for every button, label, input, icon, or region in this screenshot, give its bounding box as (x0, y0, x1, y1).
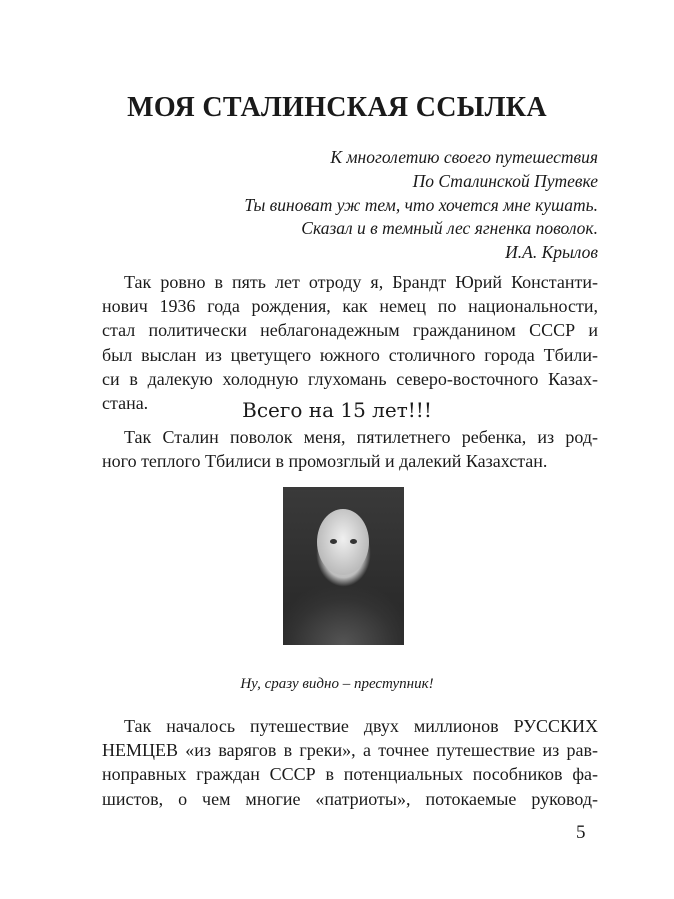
epigraph-line: По Сталинской Путевке (412, 170, 598, 191)
text-line: си в далекую холодную глухомань северо-восточного Казах- (102, 368, 598, 389)
text-line: Так ровно в пять лет отроду я, Брандт Юрий Константи- (124, 272, 598, 292)
page-number: 5 (576, 822, 586, 843)
paragraph-3 (102, 714, 598, 811)
epigraph-line: Ты виноват уж тем, что хочется мне кушать. (244, 194, 598, 215)
epigraph (244, 146, 598, 265)
paragraph-2 (102, 425, 598, 473)
text-line: ного теплого Тбилиси в промозглый и далекий Казахстан. (102, 451, 548, 472)
text-line: стал политически неблагонадежным гражданином СССР и (102, 320, 598, 341)
epigraph-author: И.А. Крылов (505, 242, 598, 263)
epigraph-line: Сказал и в темный лес ягненка поволок. (301, 218, 598, 239)
text-line: был выслан из цветущего южного столичного города Тбили- (102, 344, 598, 365)
photo-caption: Ну, сразу видно – преступник! (240, 676, 434, 692)
page-title: МОЯ СТАЛИНСКАЯ ССЫЛКА (127, 92, 547, 123)
text-line: нович 1936 года рождения, как немец по национальности, (102, 296, 598, 317)
text-line: Так началось путешествие двух миллионов РУССКИХ (124, 716, 598, 736)
face (317, 509, 369, 575)
child-portrait-photo (283, 487, 404, 645)
eye (330, 539, 337, 544)
text-line: шистов, о чем многие «патриоты», потокаемые руковод- (102, 788, 598, 809)
text-line: стана. (102, 393, 149, 414)
paragraph-1 (102, 270, 598, 415)
epigraph-line: К многолетию своего путешествия (330, 147, 598, 167)
text-line: ноправных граждан СССР в потенциальных пособников фа- (102, 764, 598, 785)
subheading: Всего на 15 лет!!! (242, 398, 432, 422)
eye (350, 539, 357, 544)
text-line: НЕМЦЕВ «из варягов в греки», а точнее путешествие из рав- (102, 740, 598, 761)
text-line: Так Сталин поволок меня, пятилетнего ребенка, из род- (124, 427, 598, 447)
